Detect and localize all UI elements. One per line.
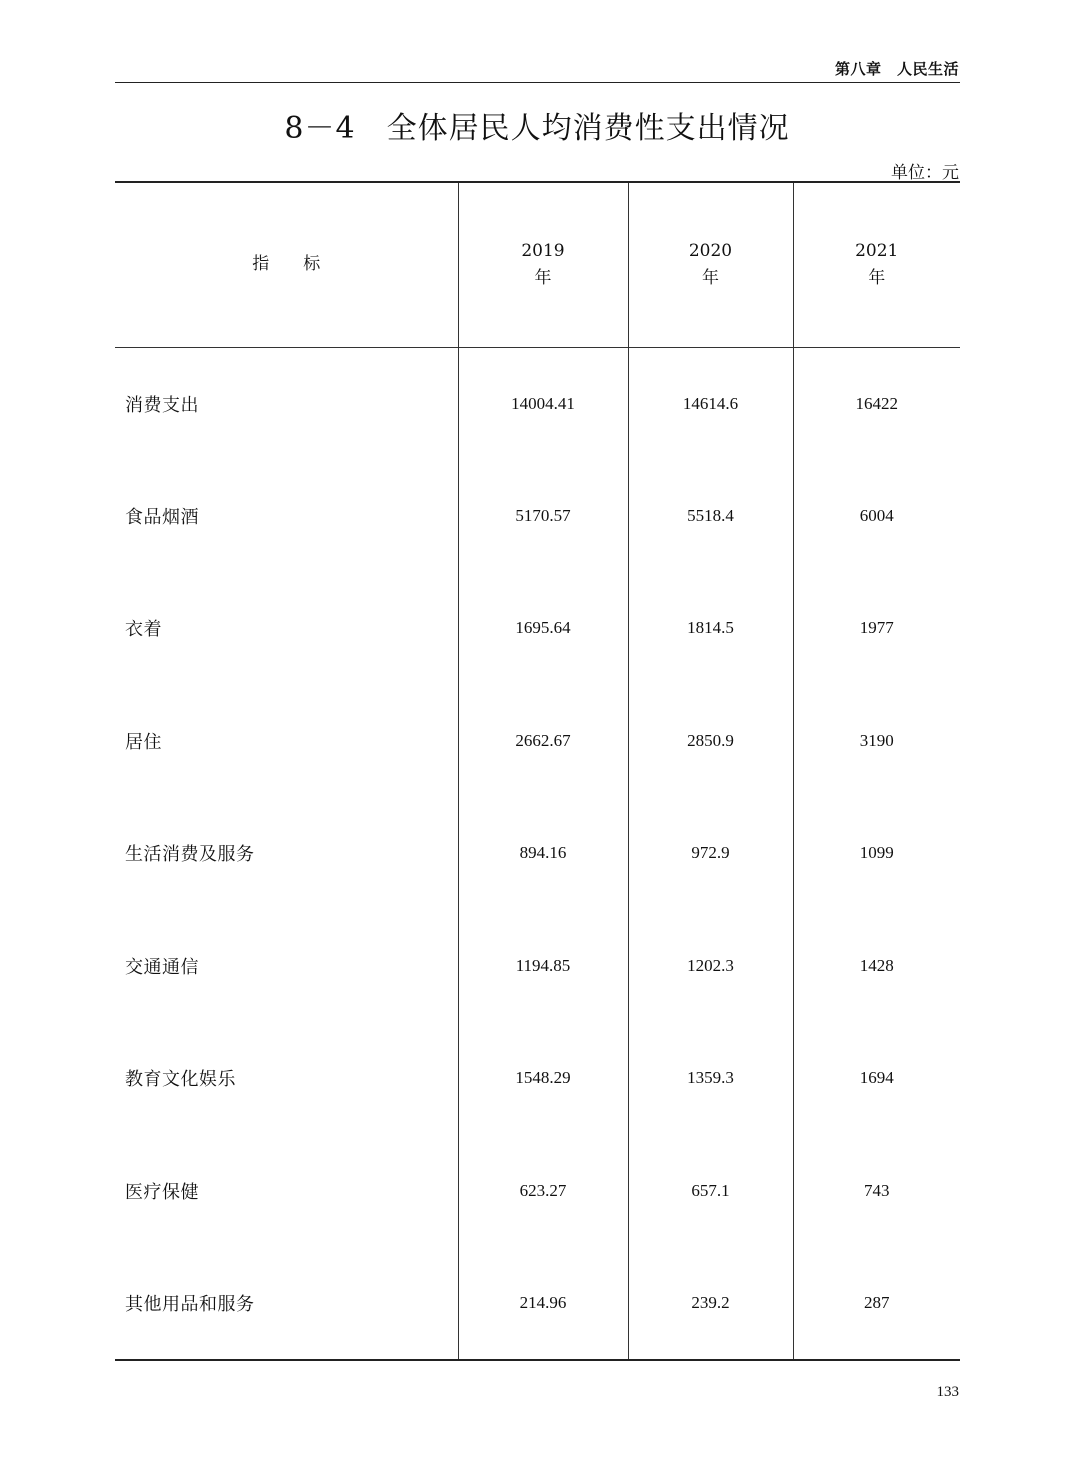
indicator-column-header — [115, 182, 458, 347]
table-row — [115, 797, 960, 910]
row-value: 14614.6 — [628, 347, 793, 460]
year-label: 2019 — [521, 240, 565, 261]
row-indicator: 衣着 — [125, 619, 162, 641]
row-value: 623.27 — [458, 1135, 628, 1248]
header-rule — [115, 82, 960, 83]
row-value: 894.16 — [458, 797, 628, 910]
table-row — [115, 460, 960, 573]
row-value: 1428 — [793, 910, 960, 1023]
indicator-header-label: 指 标 — [252, 254, 321, 275]
row-indicator: 医疗保健 — [125, 1181, 199, 1203]
row-value: 1695.64 — [458, 572, 628, 685]
year-suffix: 年 — [868, 267, 886, 288]
row-value: 1814.5 — [628, 572, 793, 685]
consumption-table — [115, 181, 960, 1361]
year-column-header — [628, 182, 793, 347]
unit-label: 单位：元 — [891, 163, 959, 183]
year-column-header — [793, 182, 960, 347]
chapter-header: 第八章 人民生活 — [834, 60, 959, 78]
row-indicator: 其他用品和服务 — [115, 1247, 458, 1360]
table-row — [115, 1022, 960, 1135]
row-value: 6004 — [793, 460, 960, 573]
year-column-header — [458, 182, 628, 347]
row-value: 1099 — [793, 797, 960, 910]
row-value: 743 — [793, 1135, 960, 1248]
row-indicator: 交通通信 — [125, 956, 199, 978]
row-indicator: 居住 — [125, 731, 162, 753]
year-suffix: 年 — [534, 267, 552, 288]
page-title: 8－4 全体居民人均消费性支出情况 — [284, 111, 790, 146]
row-indicator: 食品烟酒 — [125, 506, 199, 528]
row-value: 5170.57 — [458, 460, 628, 573]
row-indicator: 消费支出 — [125, 394, 199, 416]
row-value: 16422 — [793, 347, 960, 460]
table-header-row — [115, 182, 960, 347]
year-suffix: 年 — [702, 267, 719, 288]
row-value: 3190 — [793, 685, 960, 798]
table-row — [115, 572, 960, 685]
row-indicator: 教育文化娱乐 — [125, 1069, 236, 1091]
table-row — [115, 1247, 960, 1360]
row-value: 214.96 — [458, 1247, 628, 1360]
table-row — [115, 1135, 960, 1248]
row-value: 1194.85 — [458, 910, 628, 1023]
row-value: 5518.4 — [628, 460, 793, 573]
row-value: 1694 — [793, 1022, 960, 1135]
row-indicator: 生活消费及服务 — [125, 844, 255, 866]
row-value: 2850.9 — [628, 685, 793, 798]
table-row — [115, 347, 960, 460]
table-row — [115, 910, 960, 1023]
row-value: 972.9 — [628, 797, 793, 910]
row-value: 239.2 — [628, 1247, 793, 1360]
row-value: 2662.67 — [458, 685, 628, 798]
row-value: 1359.3 — [628, 1022, 793, 1135]
row-value: 14004.41 — [458, 347, 628, 460]
row-value: 287 — [793, 1247, 960, 1360]
year-label: 2021 — [855, 240, 899, 261]
page-number: 133 — [936, 1384, 959, 1400]
year-label: 2020 — [688, 240, 733, 261]
row-value: 1202.3 — [628, 910, 793, 1023]
row-value: 657.1 — [628, 1135, 793, 1248]
table-row — [115, 685, 960, 798]
row-value: 1548.29 — [458, 1022, 628, 1135]
row-value: 1977 — [793, 572, 960, 685]
